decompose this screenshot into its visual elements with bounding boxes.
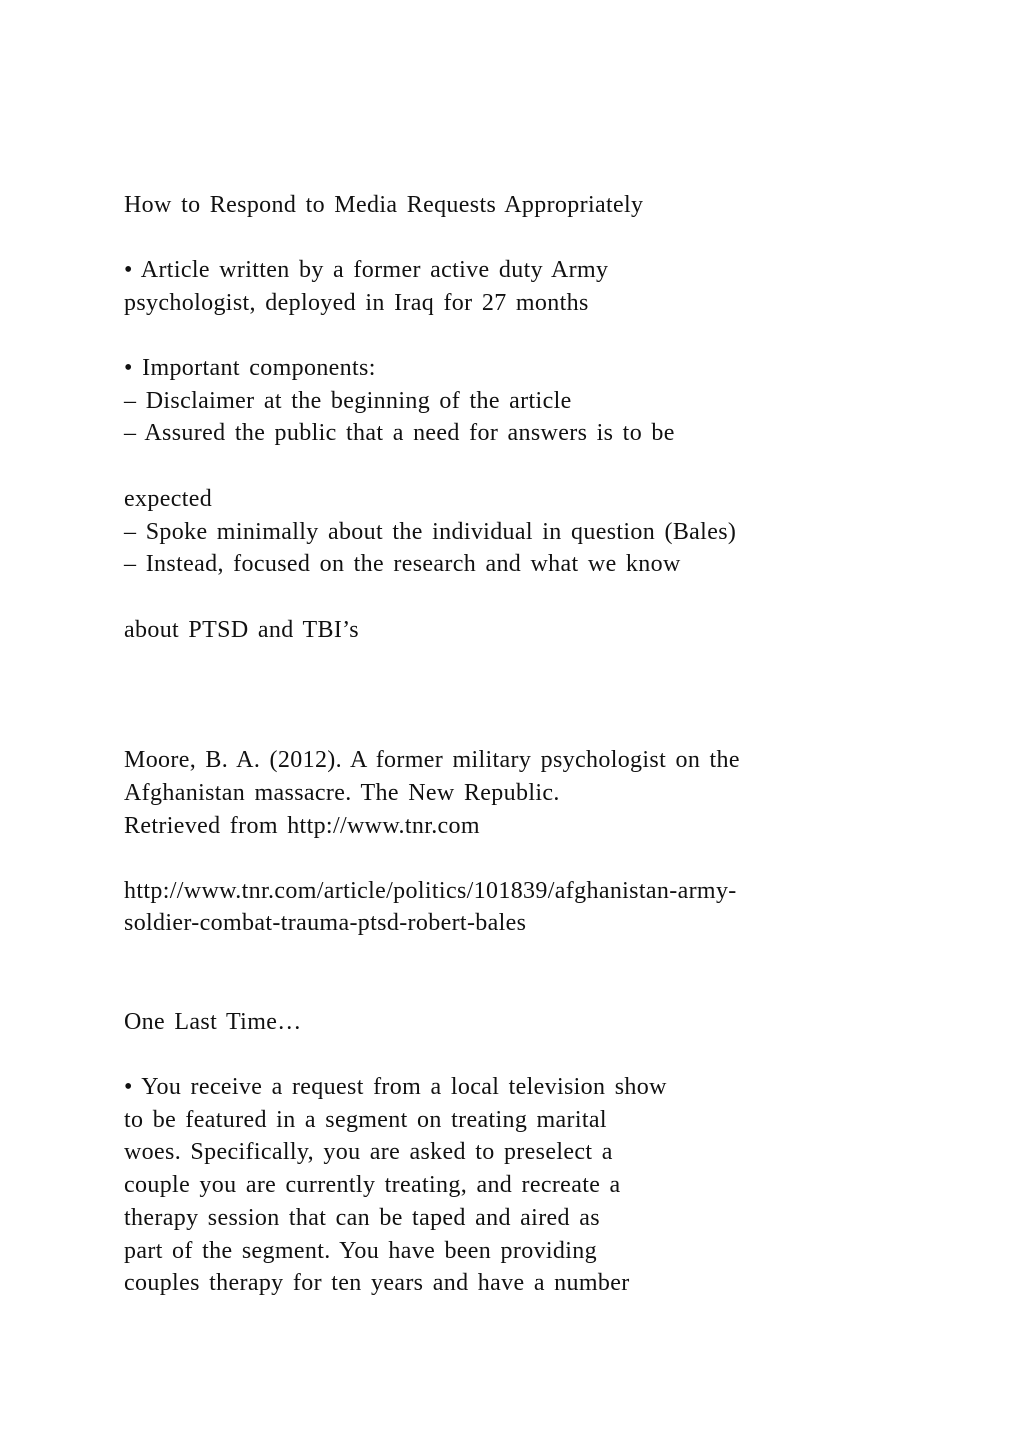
- citation-text: Moore, B. A. (2012). A former military psychologist on the: [124, 747, 740, 773]
- bullet-text: • Article written by a former active duty Army: [124, 257, 609, 283]
- body-text: to be featured in a segment on treating marital: [124, 1107, 607, 1133]
- url-text: soldier-combat-trauma-ptsd-robert-bales: [124, 910, 527, 936]
- section-heading: One Last Time…: [124, 1009, 302, 1035]
- body-text: woes. Specifically, you are asked to preselect a: [124, 1139, 613, 1165]
- body-text: part of the segment. You have been providing: [124, 1238, 597, 1264]
- body-text: psychologist, deployed in Iraq for 27 months: [124, 290, 589, 316]
- section-heading: How to Respond to Media Requests Appropriately: [124, 192, 644, 218]
- body-text: therapy session that can be taped and aired as: [124, 1205, 600, 1231]
- citation-text: Retrieved from http://www.tnr.com: [124, 813, 480, 839]
- body-text: about PTSD and TBI’s: [124, 617, 359, 643]
- url-text: http://www.tnr.com/article/politics/101839/afghanistan-army-: [124, 878, 737, 904]
- body-text: couple you are currently treating, and recreate a: [124, 1172, 621, 1198]
- sub-bullet-text: – Instead, focused on the research and what we know: [124, 551, 681, 577]
- sub-bullet-text: – Spoke minimally about the individual in question (Bales): [124, 519, 737, 545]
- sub-bullet-text: – Disclaimer at the beginning of the article: [124, 388, 572, 414]
- bullet-text: • You receive a request from a local television show: [124, 1074, 667, 1100]
- sub-bullet-text: – Assured the public that a need for answers is to be: [124, 420, 675, 446]
- body-text: expected: [124, 486, 213, 512]
- citation-text: Afghanistan massacre. The New Republic.: [124, 780, 560, 806]
- body-text: couples therapy for ten years and have a number: [124, 1270, 630, 1296]
- bullet-text: • Important components:: [124, 355, 376, 381]
